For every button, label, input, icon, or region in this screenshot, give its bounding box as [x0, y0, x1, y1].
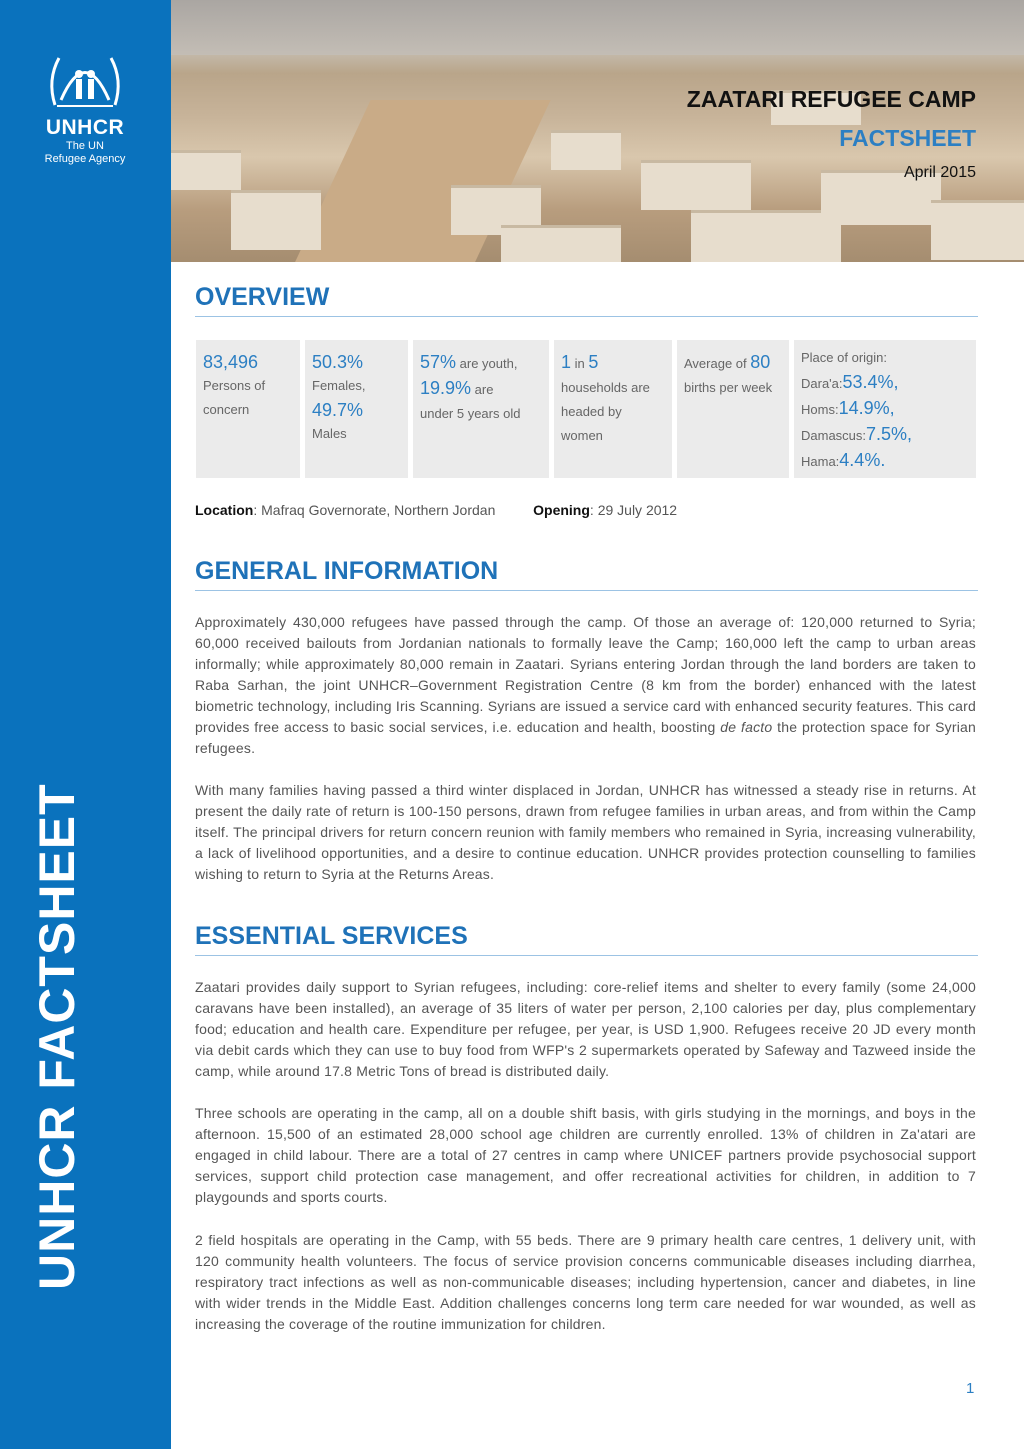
- location-value: : Mafraq Governorate, Northern Jordan: [253, 502, 496, 518]
- document-title: ZAATARI REFUGEE CAMP: [686, 86, 976, 112]
- stat-value: 57%: [420, 352, 457, 372]
- origin-value: 14.9%,: [838, 398, 895, 418]
- stat-value: 50.3%: [312, 352, 364, 372]
- origin-value: 7.5%,: [866, 424, 913, 444]
- stat-age: [413, 340, 549, 478]
- location-label: Location: [195, 502, 254, 518]
- stat-gender: [305, 340, 408, 478]
- vertical-title: UNHCR FACTSHEET: [29, 783, 85, 1290]
- stat-births: [677, 340, 789, 478]
- stat-label: under 5 years old: [420, 406, 521, 421]
- stat-value: 5: [588, 352, 599, 372]
- logo-subtitle-1: The UN: [66, 140, 104, 152]
- origin-name: Dara'a:: [801, 376, 843, 391]
- origin-value: 4.4%.: [839, 450, 886, 470]
- text: Approximately 430,000 refugees have passed through the camp. Of those an average of: 120,000 returned to Syria; 60,000 received bailouts from Jordanian nationals to formally leave the Camp; 160,000 left the camp to urban areas informally; while approximately 80,000 remain in Zaatari. Syrians entering Jordan through the land borders are taken to Raba Sarhan, the joint UNHCR–Government Registration Centre (8 km from the border) enhanced with the latest biometric technology, including Iris Scanning. Syrians are issued a service card with enhanced security features. This card provides free access to basic social services, i.e. education and health, boosting: [195, 614, 976, 735]
- logo-subtitle-2: Refugee Agency: [44, 153, 126, 165]
- services-paragraph-1: Zaatari provides daily support to Syrian refugees, including: core-relief items and shelter to every family (some 24,000 caravans have been installed), an average of 35 liters of water per person, 2,100 calories per day, plus complementary food; education and health care. Expenditure per refugee, per year, is USD 1,900. Refugees receive 20 JD every month via debit cards which they can use to buy food from WFP's 2 supermarkets operated by Safeway and Tazweed inside the camp, while around 17.8 Metric Tons of bread is distributed daily.: [195, 979, 976, 1079]
- camp-meta: [195, 502, 677, 518]
- unhcr-logo: [20, 50, 150, 166]
- stat-label: in: [574, 356, 585, 371]
- page-number: 1: [966, 1380, 975, 1397]
- origin-name: Damascus:: [801, 428, 867, 443]
- stat-label: Females,: [312, 378, 366, 393]
- stat-value: 83,496: [203, 352, 259, 372]
- document-subtitle: FACTSHEET: [839, 125, 976, 151]
- stat-label: Place of origin:: [801, 350, 887, 365]
- text-italic: de facto: [720, 719, 773, 735]
- camp-photo: [171, 0, 1024, 262]
- sidebar: [0, 0, 171, 1449]
- opening-value: : 29 July 2012: [589, 502, 678, 518]
- stat-label: households are headed by women: [561, 380, 650, 443]
- general-information-heading: GENERAL INFORMATION: [195, 557, 978, 591]
- services-paragraph-3: 2 field hospitals are operating in the Camp, with 55 beds. There are 9 primary health care centres, 1 delivery unit, with 120 community health volunteers. The focus of service provision concerns communicable diseases including diarrhea, respiratory tract infections as well as non-communicable diseases; including hypertension, cancer and diabetes, in line with wider trends in the Middle East. Addition challenges concerns long term care needed for war wounded, as well as increasing the coverage of the routine immunization for children.: [195, 1232, 976, 1332]
- stat-label: Males: [312, 426, 347, 441]
- general-paragraph-2: With many families having passed a third winter displaced in Jordan, UNHCR has witnessed a steady rise in returns. At present the daily rate of return is 100-150 persons, drawn from refugee families in urban areas, and from within the Camp itself. The principal drivers for return concern reunion with family members who remained in Syria, increasing vulnerability, a lack of livelihood opportunities, and a desire to continue education. UNHCR provides protection counselling to families wishing to return to Syria at the Returns Areas.: [195, 782, 976, 882]
- document-date: April 2015: [903, 164, 976, 181]
- stat-households: [554, 340, 672, 478]
- services-paragraph-2: Three schools are operating in the camp, all on a double shift basis, with girls studying in the mornings, and boys in the afternoon. 15,500 of an estimated 28,000 school age children are currently enrolled. 13% of children in Za'atari are engaged in child labour. There are a total of 27 centres in camp where UNICEF partners provide psychosocial support services, support child protection case management, and offer recreational activities for children, in addition to 7 playgounds and sports courts.: [195, 1105, 976, 1205]
- opening-label: Opening: [533, 502, 590, 518]
- stat-origin: [794, 340, 976, 478]
- logo-name: UNHCR: [45, 116, 125, 139]
- stat-label: Average of: [684, 356, 747, 371]
- origin-name: Hama:: [801, 454, 840, 469]
- unhcr-emblem-icon: [45, 50, 125, 112]
- stat-label: births per week: [684, 380, 773, 395]
- stat-value: 1: [561, 352, 572, 372]
- stat-label: are: [474, 382, 494, 397]
- origin-value: 53.4%,: [842, 372, 899, 392]
- origin-name: Homs:: [801, 402, 839, 417]
- stat-value: 19.9%: [420, 378, 472, 398]
- stat-value: 80: [750, 352, 771, 372]
- essential-services-heading: ESSENTIAL SERVICES: [195, 922, 978, 956]
- general-paragraph-1: [195, 612, 976, 759]
- overview-heading: OVERVIEW: [195, 283, 978, 317]
- stat-persons: [196, 340, 300, 478]
- stat-value: 49.7%: [312, 400, 364, 420]
- text: the protection space for Syrian refugees.: [195, 719, 976, 756]
- overview-stats: [196, 340, 976, 478]
- stat-label: Persons of concern: [203, 378, 266, 417]
- stat-label: are youth,: [459, 356, 518, 371]
